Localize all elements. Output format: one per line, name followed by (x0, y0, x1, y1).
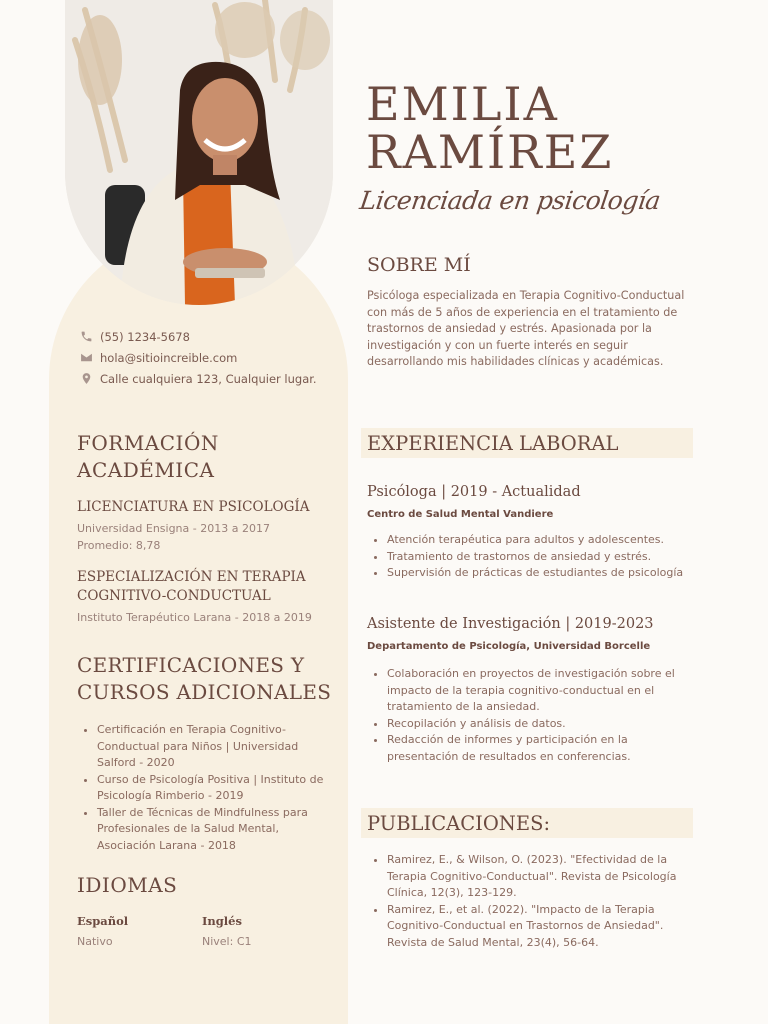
job-organization: Departamento de Psicología, Universidad Borcelle (367, 641, 651, 652)
about-title: SOBRE MÍ (367, 254, 471, 276)
list-item: • Tratamiento de trastornos de ansiedad y estrés. (387, 549, 692, 566)
job-entry (367, 482, 692, 582)
list-item: • Supervisión de prácticas de estudiantes de psicología (387, 565, 692, 582)
job-duties (367, 532, 692, 582)
certifications-title: CERTIFICACIONES Y CURSOS ADICIONALES (77, 653, 332, 704)
list-item: • Colaboración en proyectos de investigación sobre el impacto de la terapia cognitivo-conductual en el tratamiento de la ansiedad. (387, 666, 692, 716)
education-item (77, 498, 339, 554)
job-organization: Centro de Salud Mental Vandiere (367, 509, 554, 520)
degree-title: LICENCIATURA EN PSICOLOGÍA (77, 499, 310, 515)
experience-header (361, 428, 693, 458)
last-name: RAMÍREZ (366, 125, 614, 179)
experience-title: EXPERIENCIA LABORAL (367, 432, 619, 455)
degree-title: ESPECIALIZACIÓN EN TERAPIA COGNITIVO-CONDUCTUAL (77, 569, 306, 604)
degree-detail: Promedio: 8,78 (77, 538, 161, 552)
contact-phone[interactable] (80, 326, 340, 347)
education-title: FORMACIÓN ACADÉMICA (77, 431, 219, 482)
profile-photo (65, 0, 333, 305)
contact-info (80, 326, 340, 389)
list-item: • Curso de Psicología Positiva | Instituto de Psicología Rimberio - 2019 (97, 772, 339, 805)
degree-detail: Universidad Ensigna - 2013 a 2017 (77, 522, 270, 535)
address-text: Calle cualquiera 123, Cualquier lugar. (100, 371, 317, 386)
education-item (77, 568, 339, 627)
publications-title: PUBLICACIONES: (367, 812, 551, 835)
person-name (366, 77, 614, 179)
job-entry (367, 614, 692, 765)
location-pin-icon (80, 372, 93, 385)
publications-header (361, 808, 693, 838)
contact-email[interactable] (80, 347, 340, 368)
list-item: • Ramirez, E., & Wilson, O. (2023). "Efectividad de la Terapia Cognitivo-Conductual". Revista de Psicología Clínica, 12(3), 123-129. (387, 852, 692, 902)
publications-section (367, 852, 692, 951)
job-title: Psicóloga | 2019 - Actualidad (367, 484, 581, 500)
list-item: • Recopilación y análisis de datos. (387, 716, 692, 733)
language-item (202, 914, 327, 948)
job-duties (367, 666, 692, 765)
degree-detail: Instituto Terapéutico Larana - 2018 a 2019 (77, 611, 312, 624)
education-section (77, 430, 339, 627)
job-title: Asistente de Investigación | 2019-2023 (367, 616, 654, 632)
first-name: EMILIA (366, 77, 559, 131)
language-level: Nivel: C1 (202, 935, 252, 948)
list-item: • Certificación en Terapia Cognitivo-Conductual para Niños | Universidad Salford - 2020 (97, 722, 339, 772)
list-item: • Taller de Técnicas de Mindfulness para Profesionales de la Salud Mental, Asociación Larana - 2018 (97, 805, 339, 855)
publications-list (367, 852, 692, 951)
phone-icon (80, 330, 93, 343)
mail-icon (80, 351, 93, 364)
job-role: Licenciada en psicología (357, 186, 662, 215)
about-section (367, 252, 697, 371)
certifications-section (77, 652, 339, 854)
email-text: hola@sitioincreible.com (100, 350, 238, 365)
list-item: • Atención terapéutica para adultos y adolescentes. (387, 532, 692, 549)
contact-address (80, 368, 340, 389)
language-item (77, 914, 202, 948)
certifications-list (77, 722, 339, 854)
language-name: Español (77, 914, 129, 928)
language-level: Nativo (77, 935, 113, 948)
list-item: • Ramirez, E., et al. (2022). "Impacto de la Terapia Cognitivo-Conductual en Trastornos de Ansiedad". Revista de Salud Mental, 23(4), 56-64. (387, 902, 692, 952)
language-name: Inglés (202, 914, 242, 928)
phone-text: (55) 1234-5678 (100, 329, 190, 344)
list-item: • Redacción de informes y participación en la presentación de resultados en conferencias. (387, 732, 692, 765)
about-text: Psicóloga especializada en Terapia Cognitivo-Conductual con más de 5 años de experiencia en el tratamiento de trastornos de ansiedad y estrés. Apasionada por la investigación y con un fuerte interés en seguir desarrollando mis habilidades clínicas y académicas. (367, 289, 685, 368)
languages-title: IDIOMAS (77, 873, 178, 897)
languages-section (77, 872, 339, 948)
